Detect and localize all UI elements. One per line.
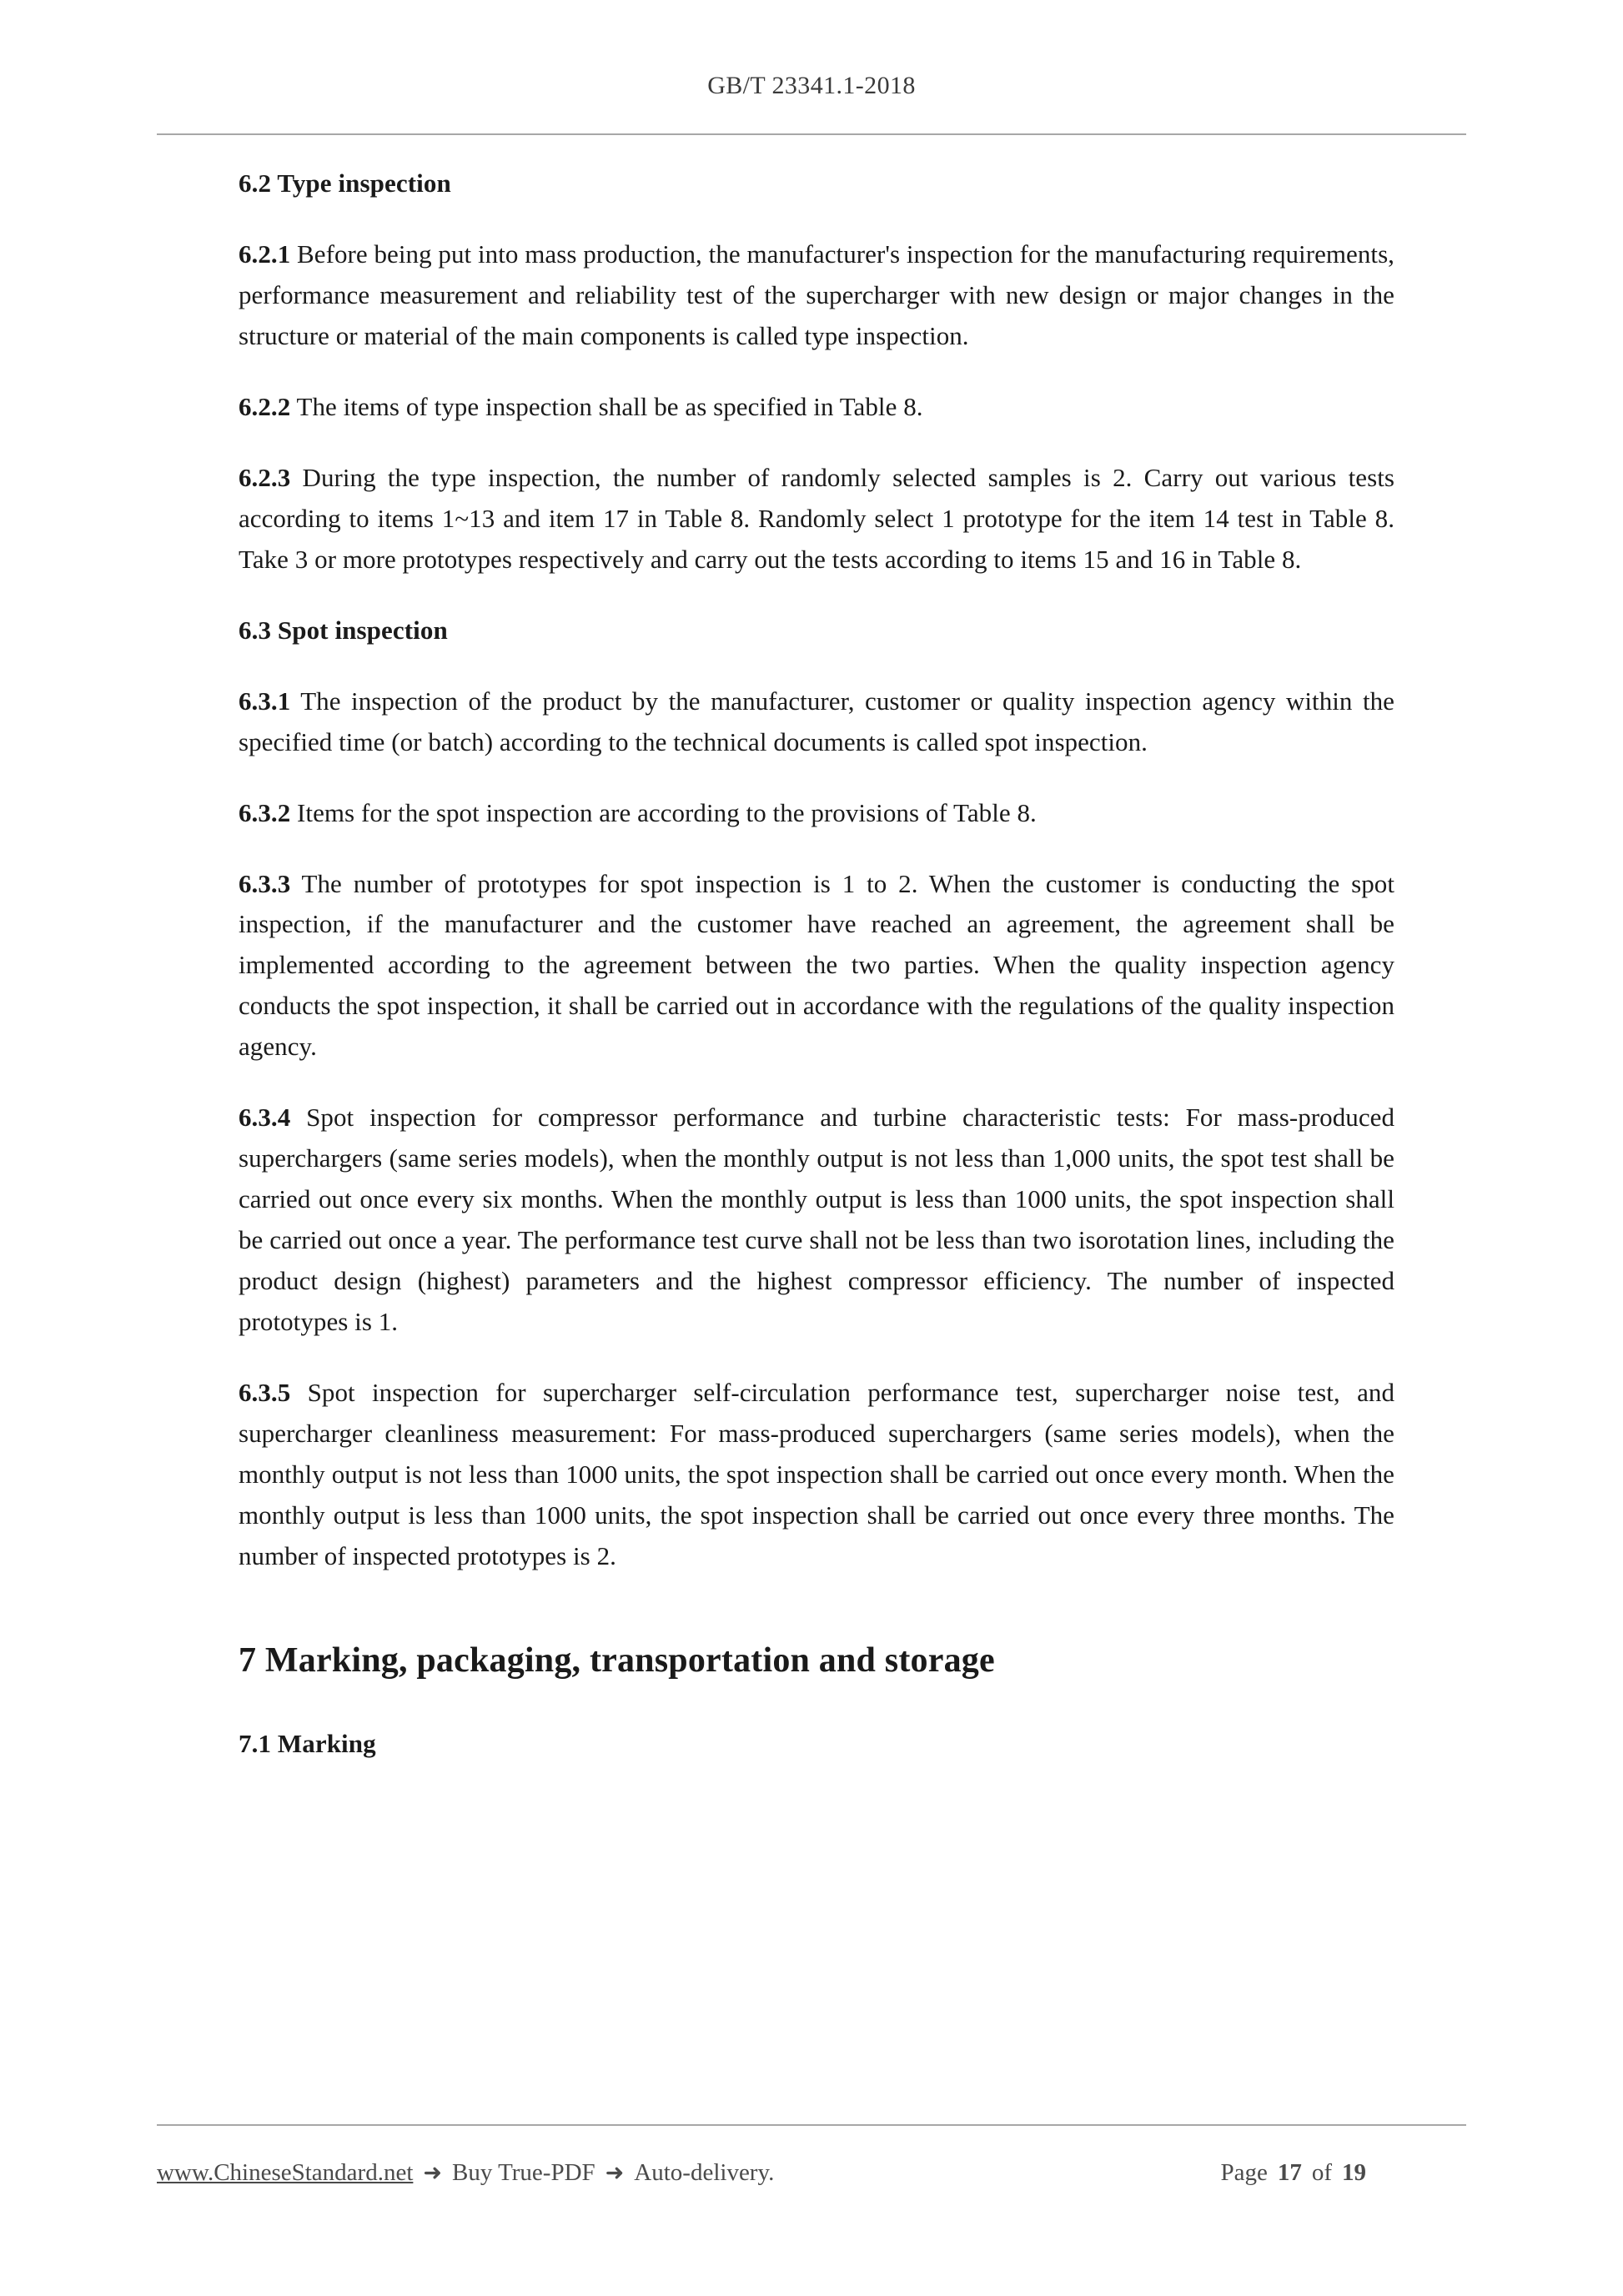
clause-text-6-2-2: The items of type inspection shall be as specified in Table 8. — [290, 391, 923, 421]
heading-7: 7 Marking, packaging, transportation and storage — [239, 1641, 995, 1680]
page-footer — [157, 2148, 1466, 2198]
clause-number-6-3-4: 6.3.4 — [239, 1103, 291, 1133]
footer-divider — [157, 2124, 1466, 2126]
clause-text-6-3-2: Items for the spot inspection are according to the provisions of Table 8. — [290, 797, 1037, 827]
page-current-number: 17 — [1277, 2158, 1302, 2186]
document-body — [239, 167, 1394, 1798]
clause-text-6-2-3: During the type inspection, the number of randomly selected samples is 2. Carry out various tests according to items 1~13 and item 17 in Table 8. Randomly select 1 prototype for the item 14 test in Table 8. Take 3 or more prototypes respectively and carry out the tests according to items 15 and 16 in Table 8. — [239, 462, 1394, 574]
heading-7-1: 7.1 Marking — [239, 1728, 376, 1758]
page-header — [157, 72, 1466, 100]
clause-text-6-3-4: Spot inspection for compressor performance and turbine characteristic tests: For mass-produced superchargers (same series models), when the monthly output is not less than 1,000 units, the spot test shall be carried out once every six months. When the monthly output is less than 1000 units, the spot inspection shall be carried out once a year. The performance test curve shall not be less than two isorotation lines, including the product design (highest) parameters and the highest compressor efficiency. The number of inspected prototypes is 1. — [239, 1103, 1394, 1337]
clause-number-6-3-3: 6.3.3 — [239, 868, 291, 898]
site-link[interactable]: www.ChineseStandard.net — [157, 2158, 414, 2186]
footer-promo — [157, 2159, 774, 2187]
standard-code: GB/T 23341.1-2018 — [707, 72, 916, 99]
paragraph-6-3-1 — [239, 681, 1394, 763]
clause-number-6-2-2: 6.2.2 — [239, 391, 291, 421]
page-of-label: of — [1311, 2158, 1332, 2186]
paragraph-6-3-5 — [239, 1373, 1394, 1577]
heading-6-2: 6.2 Type inspection — [239, 168, 451, 198]
paragraph-6-2-2 — [239, 387, 1394, 428]
paragraph-6-3-3 — [239, 864, 1394, 1068]
header-divider — [157, 133, 1466, 135]
paragraph-6-2-1 — [239, 234, 1394, 357]
clause-number-6-3-1: 6.3.1 — [239, 686, 291, 716]
clause-number-6-3-5: 6.3.5 — [239, 1378, 291, 1408]
clause-text-6-3-5: Spot inspection for supercharger self-circulation performance test, supercharger noise test, and supercharger cleanliness measurement: For mass-produced superchargers (same series models), when the monthly output is not less than 1000 units, the spot inspection shall be carried out once every month. When the monthly output is less than 1000 units, the spot inspection shall be carried out once every three months. The number of inspected prototypes is 2. — [239, 1378, 1394, 1571]
paragraph-6-3-4 — [239, 1098, 1394, 1343]
clause-text-6-3-3: The number of prototypes for spot inspection is 1 to 2. When the customer is conducting the spot inspection, if the manufacturer and the customer have reached an agreement, the agreement shall be implemented according to the agreement between the two parties. When the quality inspection agency conducts the spot inspection, it shall be carried out in accordance with the regulations of the quality inspection agency. — [239, 868, 1394, 1062]
clause-number-6-2-1: 6.2.1 — [239, 239, 291, 269]
promo-buy-true-pdf: Buy True-PDF — [452, 2158, 595, 2186]
paragraph-6-3-2 — [239, 793, 1394, 834]
heading-6-3: 6.3 Spot inspection — [239, 615, 448, 645]
clause-number-6-2-3: 6.2.3 — [239, 462, 291, 492]
clause-text-6-3-1: The inspection of the product by the manufacturer, customer or quality inspection agency within the specified time (or batch) according to the technical documents is called spot inspection. — [239, 686, 1394, 756]
page-total-number: 19 — [1342, 2158, 1366, 2186]
clause-text-6-2-1: Before being put into mass production, the manufacturer's inspection for the manufacturing requirements, performance measurement and reliability test of the supercharger with new design or major changes in the structure or material of the main components is called type inspection. — [239, 239, 1394, 350]
arrow-right-icon: ➜ — [423, 2159, 443, 2185]
arrow-right-icon: ➜ — [605, 2159, 625, 2185]
page-label: Page — [1220, 2158, 1268, 2186]
clause-number-6-3-2: 6.3.2 — [239, 797, 291, 827]
page-indicator — [1220, 2159, 1466, 2187]
promo-auto-delivery: Auto-delivery. — [634, 2158, 775, 2186]
paragraph-6-2-3 — [239, 458, 1394, 580]
